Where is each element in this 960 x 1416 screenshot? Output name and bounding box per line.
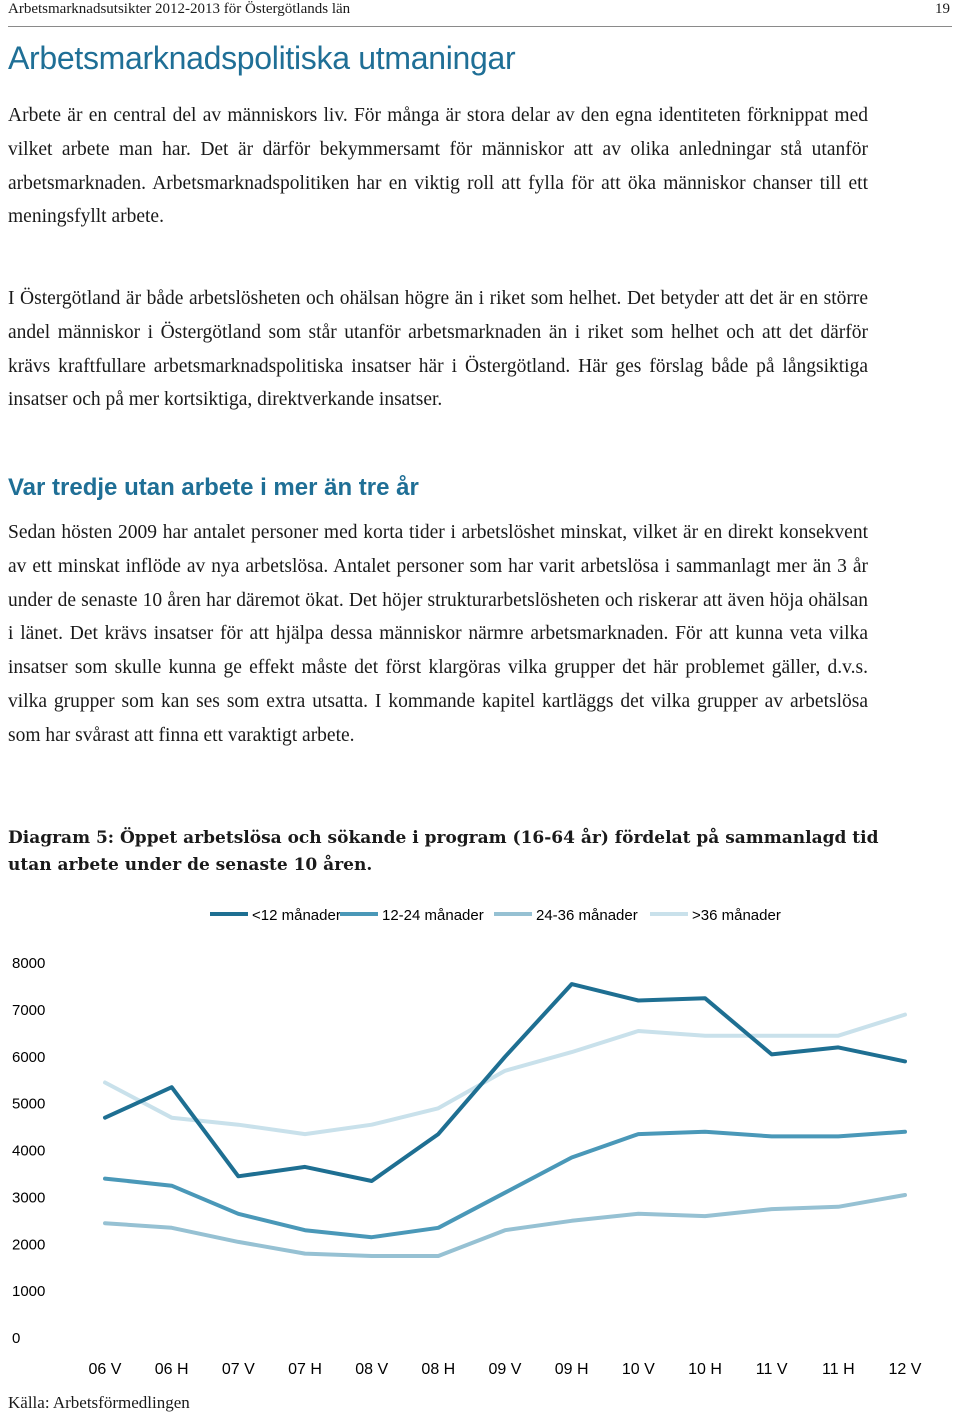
y-tick-label: 5000 [12, 1095, 46, 1113]
series-line [105, 1015, 905, 1135]
subsection-heading: Var tredje utan arbete i mer än tre år [8, 474, 419, 501]
y-tick-label: 3000 [12, 1189, 46, 1207]
y-tick-label: 2000 [12, 1236, 46, 1254]
y-axis [12, 955, 45, 1347]
y-tick-label: 1000 [12, 1283, 46, 1301]
paragraph-2: I Östergötland är både arbetslösheten och ohälsan högre än i riket som helhet. Det betyder att det är en större andel människor i Östergötland som står utanför arbetsmarknaden än i riket som helhet och att det därför krävs kraftfullare arbetsmarknadspolitiska insatser här i Östergötland. Här ges förslag både på långsiktiga insatser och på mer kortsiktiga, direktverkande insatser. [8, 288, 868, 411]
x-tick-label: 08 H [421, 1361, 456, 1378]
legend-label: 24-36 månader [536, 907, 638, 924]
y-tick-label: 4000 [12, 1142, 46, 1160]
x-tick-label: 09 V [488, 1361, 522, 1378]
x-axis [89, 1361, 922, 1378]
y-tick-label: 8000 [12, 955, 46, 972]
page-header [8, 0, 952, 27]
series-line [105, 1132, 905, 1238]
paragraph-3: Sedan hösten 2009 har antalet personer med korta tider i arbetslöshet minskat, vilket är en direkt konsekvent av ett minskat inflöde av nya arbetslösa. Antalet personer som har varit arbetslösa i sammanlagt mer än 3 år under de senaste 10 åren har däremot ökat. Det höjer strukturarbetslösheten och riskerar att även höja ohälsan i länet. Det krävs insatser för att hjälpa dessa människor närmre arbetsmarknaden. För att kunna veta vilka insatser som skulle kunna ge effekt måste det först klargöras vilka grupper det här problemet gäller, d.v.s. vilka grupper som kan ses som extra utsatta. I kommande kapitel kartläggs det vilka grupper av arbetslösa som har svårast att finna ett varaktigt arbete. [8, 522, 868, 746]
source-note: Källa: Arbetsförmedlingen [8, 1393, 190, 1412]
legend-label: >36 månader [692, 907, 781, 924]
x-tick-label: 06 H [154, 1361, 189, 1378]
series-line [105, 984, 905, 1181]
legend-label: <12 månader [252, 907, 341, 924]
x-tick-label: 11 V [755, 1361, 788, 1378]
section-heading: Arbetsmarknadspolitiska utmaningar [8, 40, 516, 76]
line-chart [0, 890, 960, 1390]
x-tick-label: 08 V [355, 1361, 389, 1378]
paragraph-1: Arbete är en central del av människors liv. För många är stora delar av den egna identiteten förknippat med vilket arbete man har. Det är därför bekymmersamt för människor att av olika anledningar stå utanför arbetsmarknaden. Arbetsmarknadspolitiken har en viktig roll att fylla för att öka människor chanser till ett meningsfyllt arbete. [8, 105, 868, 228]
page-number: 19 [935, 1, 950, 17]
x-tick-label: 06 V [88, 1361, 122, 1378]
chart-legend [210, 907, 781, 924]
y-tick-label: 7000 [12, 1001, 46, 1019]
x-tick-label: 09 H [554, 1361, 589, 1378]
document-title: Arbetsmarknadsutsikter 2012-2013 för Östergötlands län [8, 1, 351, 17]
y-tick-label: 6000 [12, 1048, 46, 1066]
diagram-caption: Diagram 5: Öppet arbetslösa och sökande i program (16-64 år) fördelat på sammanlagd tid utan arbete under de senaste 10 åren. [8, 828, 879, 875]
x-tick-label: 07 H [288, 1361, 322, 1378]
x-tick-label: 10 V [621, 1361, 655, 1378]
y-tick-label: 0 [12, 1330, 21, 1347]
series-line [105, 1195, 905, 1256]
legend-label: 12-24 månader [382, 907, 484, 924]
chart-series [105, 984, 905, 1256]
x-tick-label: 12 V [888, 1361, 922, 1378]
x-tick-label: 07 V [221, 1361, 255, 1378]
x-tick-label: 10 H [688, 1361, 722, 1378]
x-tick-label: 11 H [822, 1361, 855, 1378]
